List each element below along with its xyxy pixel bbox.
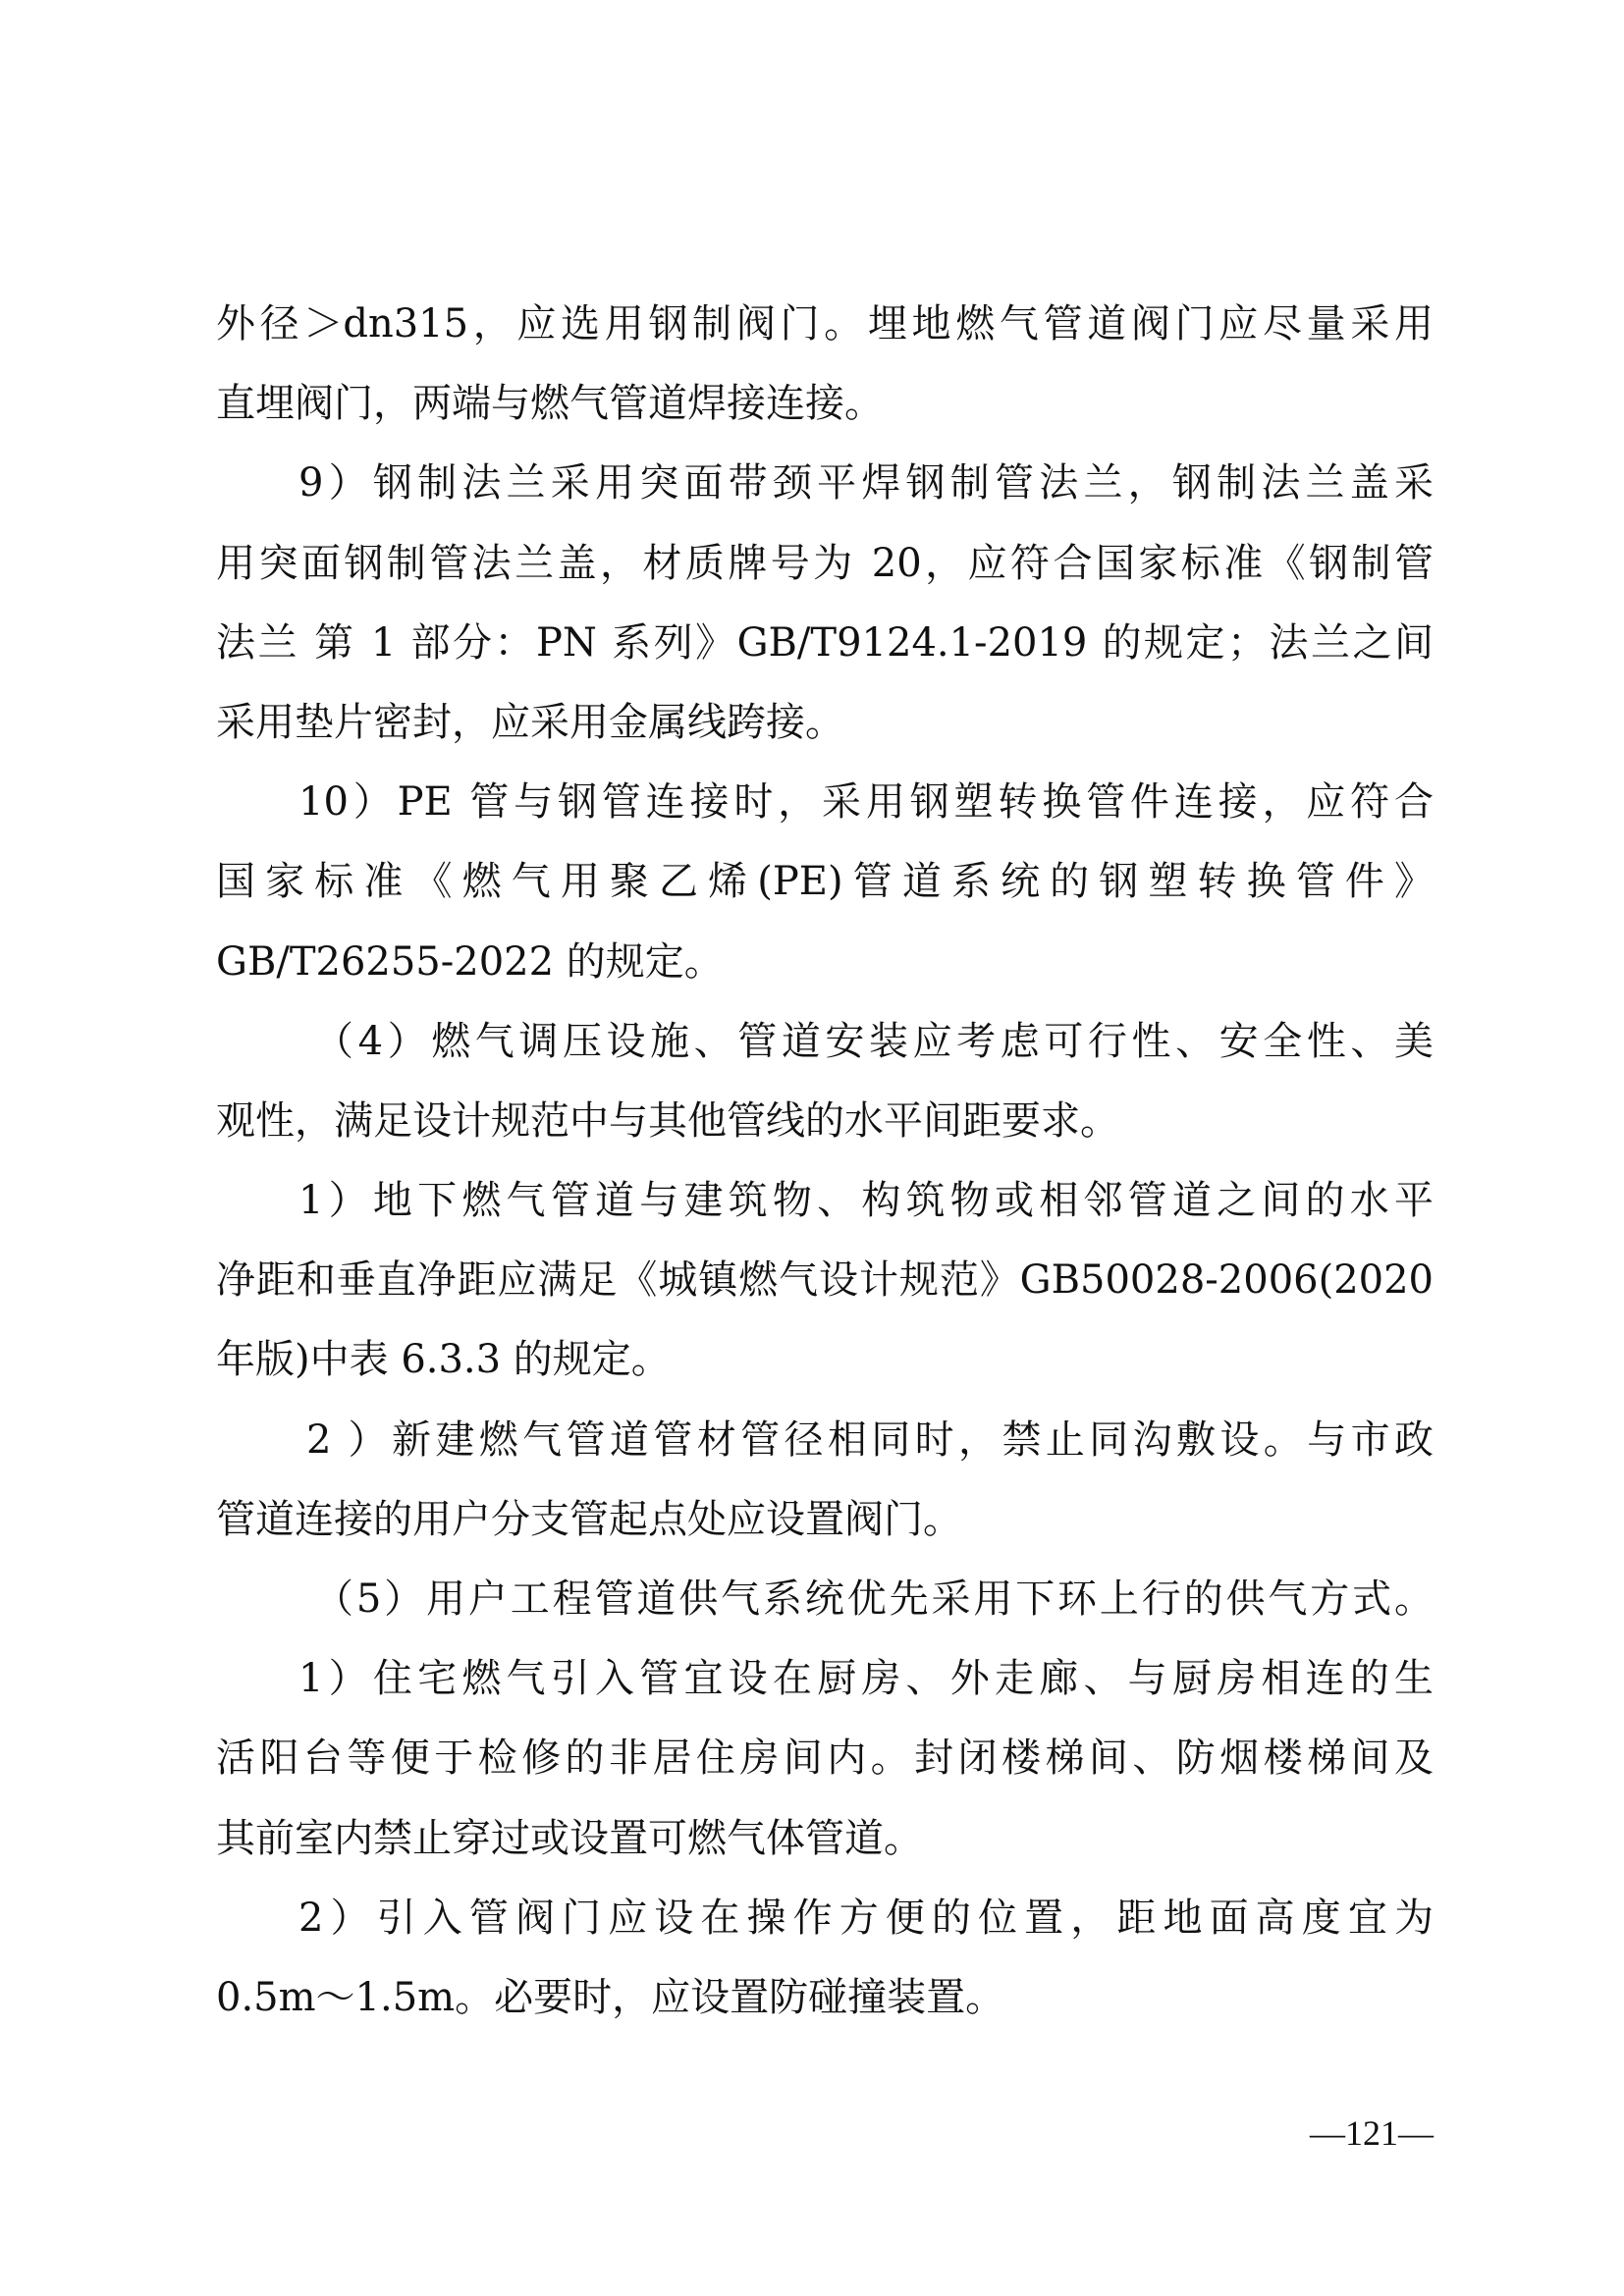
page-number: —121— xyxy=(1310,2113,1434,2153)
text-line: GB/T26255-2022 的规定。 xyxy=(216,938,724,985)
text-line: 1）住宅燃气引入管宜设在厨房、外走廊、与厨房相连的生 xyxy=(298,1656,1434,1702)
text-line: 净距和垂直净距应满足《城镇燃气设计规范》GB50028-2006(2020 xyxy=(216,1257,1434,1304)
text-line: 采用垫片密封，应采用金属线跨接。 xyxy=(216,699,844,745)
text-line: 国家标准《燃气用聚乙烯(PE)管道系统的钢塑转换管件》 xyxy=(216,859,1434,905)
text-line: 用突面钢制管法兰盖，材质牌号为 20，应符合国家标准《钢制管 xyxy=(216,540,1434,586)
text-line: 外径＞dn315，应选用钢制阀门。埋地燃气管道阀门应尽量采用 xyxy=(216,301,1434,347)
text-line: 1）地下燃气管道与建筑物、构筑物或相邻管道之间的水平 xyxy=(298,1178,1434,1224)
text-line: 直埋阀门，两端与燃气管道焊接连接。 xyxy=(216,381,884,427)
text-line: （5）用户工程管道供气系统优先采用下环上行的供气方式。 xyxy=(314,1576,1434,1622)
text-line: 法兰 第 1 部分：PN 系列》GB/T9124.1-2019 的规定；法兰之间 xyxy=(216,619,1434,666)
text-line: 9）钢制法兰采用突面带颈平焊钢制管法兰，钢制法兰盖采 xyxy=(298,460,1434,507)
text-line: 管道连接的用户分支管起点处应设置阀门。 xyxy=(216,1496,962,1542)
text-line: 观性，满足设计规范中与其他管线的水平间距要求。 xyxy=(216,1097,1119,1144)
text-line: 2 ）新建燃气管道管材管径相同时，禁止同沟敷设。与市政 xyxy=(306,1416,1434,1463)
document-body xyxy=(216,285,1434,2038)
text-line: 其前室内禁止穿过或设置可燃气体管道。 xyxy=(216,1815,923,1861)
text-line: 2）引入管阀门应设在操作方便的位置，距地面高度宜为 xyxy=(298,1895,1434,1941)
text-line: 10）PE 管与钢管连接时，采用钢塑转换管件连接，应符合 xyxy=(298,779,1434,826)
text-line: 活阳台等便于检修的非居住房间内。封闭楼梯间、防烟楼梯间及 xyxy=(216,1735,1434,1782)
text-line: 0.5m～1.5m。必要时，应设置防碰撞装置。 xyxy=(216,1974,1005,2020)
text-line: 年版)中表 6.3.3 的规定。 xyxy=(216,1337,671,1383)
text-line: （4）燃气调压设施、管道安装应考虑可行性、安全性、美 xyxy=(314,1018,1434,1064)
